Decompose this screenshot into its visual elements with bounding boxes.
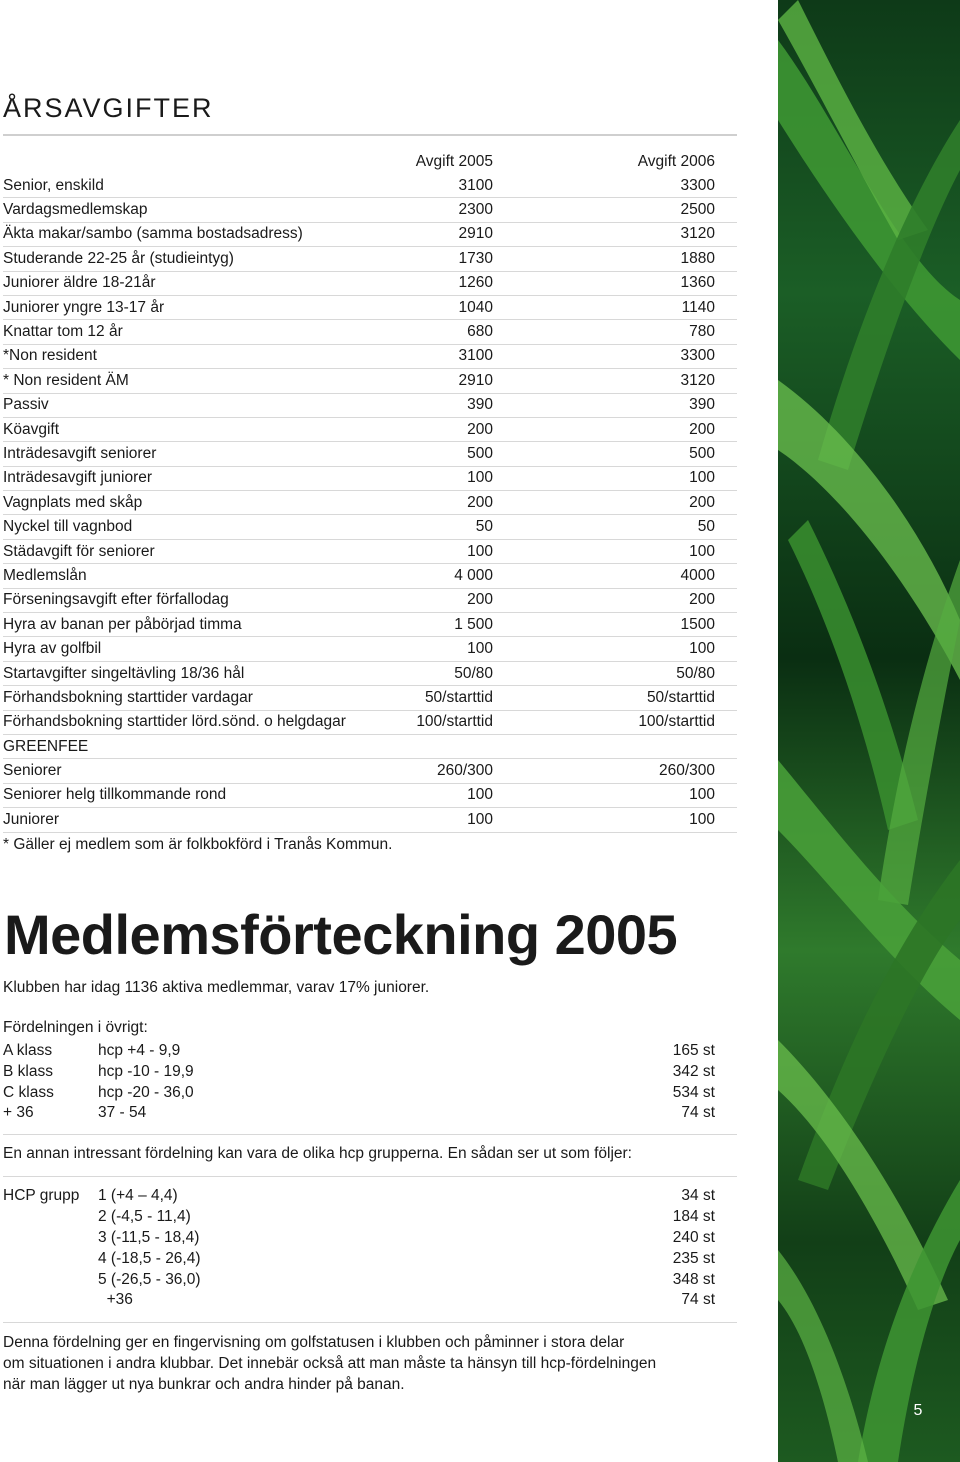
fee-table	[3, 150, 737, 857]
fee-label: Medlemslån	[3, 566, 87, 584]
fee-row	[3, 174, 737, 198]
hcp-group-count: 240 st	[672, 1228, 715, 1246]
fee-row	[3, 784, 737, 808]
class-row	[3, 1041, 715, 1062]
fee-2005: 100	[467, 542, 493, 560]
class-hcp: hcp +4 - 9,9	[98, 1042, 181, 1060]
section-title: ÅRSAVGIFTER	[3, 93, 737, 136]
hcp-group-range: 2 (-4,5 - 11,4)	[98, 1208, 191, 1226]
fee-label: Hyra av golfbil	[3, 640, 102, 658]
fee-row	[3, 491, 737, 515]
fee-footnote: * Gäller ej medlem som är folkbokförd i Tranås Kommun.	[3, 835, 393, 853]
class-table	[3, 1041, 715, 1124]
divider	[3, 1176, 737, 1177]
hcp-group-table	[3, 1186, 715, 1311]
fee-2006: 100	[689, 640, 715, 658]
fee-2006: 780	[689, 323, 715, 341]
hcp-group-row	[3, 1207, 715, 1228]
fee-2006: 2500	[680, 201, 715, 219]
fee-row	[3, 808, 737, 832]
fee-2005: 50/starttid	[424, 688, 493, 706]
class-count: 165 st	[672, 1042, 715, 1060]
fee-row	[3, 686, 737, 710]
fee-2005: 200	[467, 420, 493, 438]
fee-header-2006: Avgift 2006	[637, 153, 715, 170]
fee-label: Senior, enskild	[3, 176, 104, 194]
fee-2005: 100/starttid	[416, 713, 493, 731]
fee-2005: 1040	[458, 298, 493, 316]
fee-2006: 100	[689, 469, 715, 487]
distribution-heading: Fördelningen i övrigt:	[3, 1019, 148, 1036]
hcp-group-count: 184 st	[672, 1208, 715, 1226]
hcp-group-range: 3 (-11,5 - 18,4)	[98, 1228, 200, 1246]
fee-row	[3, 247, 737, 271]
fee-2006: 100	[689, 810, 715, 828]
fee-2006: 200	[689, 420, 715, 438]
hcp-group-row	[3, 1290, 715, 1311]
class-hcp: hcp -10 - 19,9	[98, 1063, 194, 1081]
fee-2005: 100	[467, 786, 493, 804]
hcp-group-count: 235 st	[672, 1249, 715, 1267]
fee-header-2005: Avgift 2005	[415, 153, 493, 170]
hcp-group-count: 34 st	[681, 1187, 715, 1205]
fee-label: Startavgifter singeltävling 18/36 hål	[3, 664, 245, 682]
fee-rows	[3, 174, 737, 833]
hcp-group-row	[3, 1228, 715, 1249]
fee-2005: 260/300	[436, 762, 493, 780]
closing-line-2: om situationen i andra klubbar. Det innebär också att man måste ta hänsyn till hcp-fördelningen	[3, 1355, 657, 1372]
fee-label: Vagnplats med skåp	[3, 493, 143, 511]
hcp-group-range: 4 (-18,5 - 26,4)	[98, 1249, 201, 1267]
fee-2005: 100	[467, 469, 493, 487]
fee-label: Hyra av banan per påbörjad timma	[3, 615, 242, 633]
fee-label: Köavgift	[3, 420, 60, 438]
fee-row	[3, 272, 737, 296]
fee-2005: 50	[475, 518, 493, 536]
fee-2006: 100	[689, 786, 715, 804]
hcp-group-range: +36	[98, 1291, 133, 1309]
fee-label: Seniorer helg tillkommande rond	[3, 786, 227, 804]
class-count: 74 st	[681, 1104, 715, 1122]
fee-2006: 500	[689, 444, 715, 462]
fee-2005: 100	[467, 640, 493, 658]
fee-label: Studerande 22-25 år (studieintyg)	[3, 249, 234, 267]
hcp-group-count: 74 st	[681, 1291, 715, 1309]
fee-row	[3, 320, 737, 344]
fee-2005: 2910	[458, 225, 493, 243]
hcp-group-count: 348 st	[672, 1270, 715, 1288]
fee-label: Passiv	[3, 396, 49, 414]
fee-row	[3, 394, 737, 418]
closing-line-1: Denna fördelning ger en fingervisning om golfstatusen i klubben och påminner i stora delar	[3, 1334, 625, 1351]
fee-label: Seniorer	[3, 762, 62, 780]
fee-label: *Non resident	[3, 347, 97, 365]
fee-row	[3, 613, 737, 637]
fee-label: * Non resident ÄM	[3, 371, 129, 389]
class-hcp: 37 - 54	[98, 1104, 147, 1122]
fee-2006: 1140	[681, 298, 715, 316]
class-count: 534 st	[672, 1083, 715, 1101]
hcp-group-row	[3, 1186, 715, 1207]
fee-table-header	[3, 150, 737, 174]
members-title: Medlemsförteckning 2005	[4, 903, 678, 966]
fee-2005: 200	[467, 493, 493, 511]
fee-label: Vardagsmedlemskap	[3, 201, 148, 219]
hcp-group-row	[3, 1248, 715, 1269]
fee-label: GREENFEE	[3, 737, 89, 755]
fee-2005: 1260	[458, 274, 493, 292]
class-row	[3, 1103, 715, 1124]
fee-2006: 4000	[680, 566, 715, 584]
leaf-illustration	[778, 0, 960, 1462]
fee-row	[3, 296, 737, 320]
hcp-group-range: 5 (-26,5 - 36,0)	[98, 1270, 201, 1288]
fee-2006: 100/starttid	[638, 713, 715, 731]
fee-row	[3, 198, 737, 222]
fee-2005: 2910	[458, 371, 493, 389]
page-number: 5	[913, 1402, 923, 1419]
fee-2006: 200	[689, 591, 715, 609]
divider	[3, 1134, 737, 1135]
hcp-group-range: 1 (+4 – 4,4)	[98, 1187, 178, 1205]
fee-2006: 1360	[680, 274, 715, 292]
fee-2005: 1 500	[454, 615, 493, 633]
fee-2005: 3100	[458, 176, 493, 194]
fee-row	[3, 467, 737, 491]
fee-2005: 680	[467, 323, 493, 341]
fee-2006: 50	[697, 518, 715, 536]
fee-label: Juniorer äldre 18-21år	[3, 274, 156, 292]
fee-2006: 3120	[680, 371, 715, 389]
fee-row	[3, 515, 737, 539]
fee-row	[3, 662, 737, 686]
fee-2005: 50/80	[454, 664, 493, 682]
fee-2006: 1500	[680, 615, 715, 633]
fee-2006: 3300	[680, 347, 715, 365]
fee-label: Juniorer	[3, 810, 59, 828]
fee-2005: 500	[467, 444, 493, 462]
fee-2005: 3100	[458, 347, 493, 365]
fee-label: Äkta makar/sambo (samma bostadsadress)	[3, 225, 303, 243]
fee-label: Städavgift för seniorer	[3, 542, 155, 560]
fee-label: Knattar tom 12 år	[3, 323, 123, 341]
fee-row	[3, 540, 737, 564]
fee-row	[3, 564, 737, 588]
members-intro: Klubben har idag 1136 aktiva medlemmar, varav 17% juniorer.	[3, 979, 430, 996]
hcp-group-row	[3, 1269, 715, 1290]
fee-2005: 2300	[458, 201, 493, 219]
fee-2006: 50/starttid	[646, 688, 715, 706]
fee-label: Inträdesavgift juniorer	[3, 469, 153, 487]
fee-2006: 200	[689, 493, 715, 511]
leaf-photo	[778, 0, 960, 1462]
fee-row	[3, 637, 737, 661]
closing-line-3: när man lägger ut nya bunkrar och andra hinder på banan.	[3, 1376, 405, 1393]
fee-2006: 50/80	[676, 664, 715, 682]
class-name: A klass	[3, 1042, 53, 1060]
fee-2006: 390	[689, 396, 715, 414]
class-name: + 36	[3, 1104, 34, 1122]
fee-row	[3, 345, 737, 369]
fee-row	[3, 418, 737, 442]
fee-label: Förhandsbokning starttider vardagar	[3, 688, 253, 706]
fee-2006: 260/300	[658, 762, 715, 780]
fee-label: Inträdesavgift seniorer	[3, 444, 157, 462]
fee-2006: 3120	[680, 225, 715, 243]
fee-row	[3, 369, 737, 393]
class-row	[3, 1062, 715, 1083]
fee-2005: 1730	[458, 249, 493, 267]
fee-row	[3, 223, 737, 247]
class-name: C klass	[3, 1083, 54, 1101]
fee-2005: 100	[467, 810, 493, 828]
hcp-group-label: HCP grupp	[3, 1187, 80, 1205]
other-distribution-text: En annan intressant fördelning kan vara de olika hcp grupperna. En sådan ser ut som följer:	[3, 1145, 632, 1162]
fee-row	[3, 589, 737, 613]
divider	[3, 1322, 737, 1323]
fee-row	[3, 759, 737, 783]
fee-2005: 200	[467, 591, 493, 609]
fee-row	[3, 711, 737, 735]
fee-label: Juniorer yngre 13-17 år	[3, 298, 165, 316]
fee-label: Förseningsavgift efter förfallodag	[3, 591, 229, 609]
fee-row	[3, 442, 737, 466]
class-hcp: hcp -20 - 36,0	[98, 1083, 194, 1101]
fee-label: Förhandsbokning starttider lörd.sönd. o helgdagar	[3, 713, 346, 731]
fee-row	[3, 735, 737, 759]
fee-2005: 4 000	[454, 566, 493, 584]
fee-2006: 1880	[680, 249, 715, 267]
fee-2005: 390	[467, 396, 493, 414]
fee-2006: 100	[689, 542, 715, 560]
class-name: B klass	[3, 1063, 53, 1081]
fee-2006: 3300	[680, 176, 715, 194]
fee-label: Nyckel till vagnbod	[3, 518, 133, 536]
class-count: 342 st	[672, 1063, 715, 1081]
class-row	[3, 1082, 715, 1103]
